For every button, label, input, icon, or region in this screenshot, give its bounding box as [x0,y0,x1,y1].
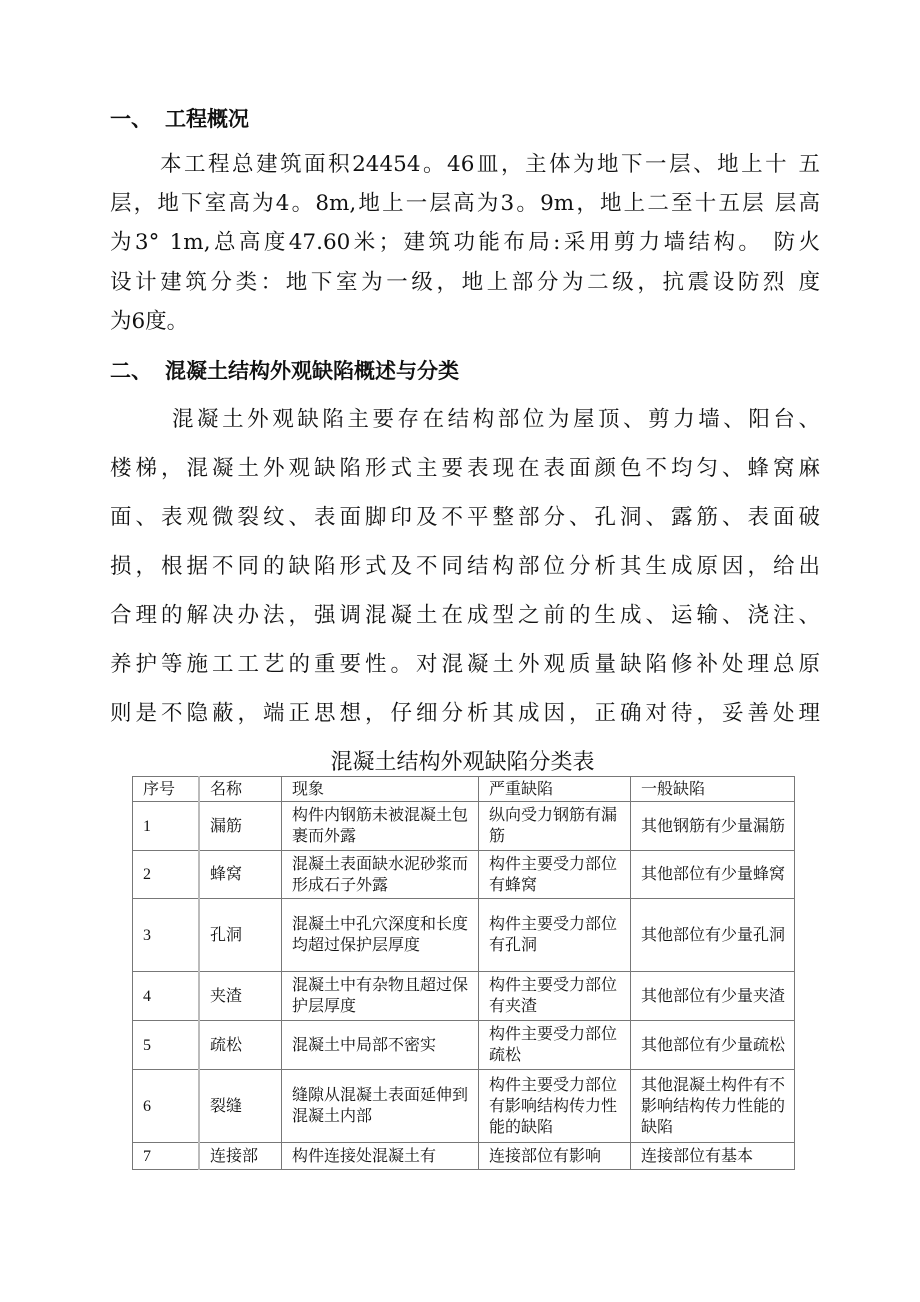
cell-phenomenon: 构件内钢筋未被混凝土包裹而外露 [282,802,479,851]
cell-name: 连接部 [199,1143,282,1170]
cell-phenomenon: 缝隙从混凝土表面延伸到混凝土内部 [282,1070,479,1143]
table-row [133,1143,795,1170]
cell-index: 2 [133,851,200,899]
header-cell: 严重缺陷 [479,777,631,802]
section2-title: 混凝土结构外观缺陷概述与分类 [165,359,459,383]
cell-phenomenon: 混凝土中孔穴深度和长度均超过保护层厚度 [282,899,479,972]
cell-index: 6 [133,1070,200,1143]
cell-phenomenon: 混凝土中有杂物且超过保护层厚度 [282,972,479,1021]
section2-number: 二、 [110,359,152,383]
section2-line: 面、表观微裂纹、表面脚印及不平整部分、孔洞、露筋、表面破 [110,505,820,530]
cell-phenomenon: 构件连接处混凝土有 [282,1143,479,1170]
header-cell: 现象 [282,777,479,802]
cell-name: 裂缝 [199,1070,282,1143]
section1-line: 为6度。 [110,309,189,334]
section2-heading [110,355,459,385]
table-row [133,899,795,972]
table-row [133,972,795,1021]
section1-heading [110,103,249,133]
cell-general: 其他部位有少量蜂窝 [631,851,795,899]
cell-name: 夹渣 [199,972,282,1021]
section1-title: 工程概况 [165,107,249,131]
cell-index: 5 [133,1021,200,1070]
section1-line: 设计建筑分类：地下室为一级，地上部分为二级，抗震设防烈 度 [110,270,820,295]
table-row [133,1021,795,1070]
table-caption: 混凝土结构外观缺陷分类表 [330,750,595,775]
section2-line: 混凝土外观缺陷主要存在结构部位为屋顶、剪力墙、阳台、 [172,407,820,432]
cell-general: 连接部位有基本 [631,1143,795,1170]
section2-line: 楼梯，混凝土外观缺陷形式主要表现在表面颜色不均匀、蜂窝麻 [110,456,820,481]
header-cell: 序号 [133,777,200,802]
cell-general: 其他部位有少量夹渣 [631,972,795,1021]
section1-line: 为3° 1m,总高度47.60米；建筑功能布局:采用剪力墙结构。 防火 [110,230,820,255]
section1-line: 本工程总建筑面积24454。46皿，主体为地下一层、地上十 五 [160,152,820,177]
cell-index: 7 [133,1143,200,1170]
table-row [133,851,795,899]
cell-phenomenon: 混凝土中局部不密实 [282,1021,479,1070]
cell-index: 3 [133,899,200,972]
section1-number: 一、 [110,107,152,131]
cell-severe: 纵向受力钢筋有漏筋 [479,802,631,851]
cell-severe: 构件主要受力部位有影响结构传力性能的缺陷 [479,1070,631,1143]
cell-severe: 构件主要受力部位疏松 [479,1021,631,1070]
cell-severe: 构件主要受力部位有蜂窝 [479,851,631,899]
cell-name: 漏筋 [199,802,282,851]
cell-general: 其他部位有少量孔洞 [631,899,795,972]
cell-general: 其他混凝土构件有不影响结构传力性能的缺陷 [631,1070,795,1143]
cell-name: 蜂窝 [199,851,282,899]
section2-line: 合理的解决办法，强调混凝土在成型之前的生成、运输、浇注、 [110,603,820,628]
cell-index: 4 [133,972,200,1021]
cell-general: 其他部位有少量疏松 [631,1021,795,1070]
cell-phenomenon: 混凝土表面缺水泥砂浆而形成石子外露 [282,851,479,899]
table-row [133,802,795,851]
cell-name: 孔洞 [199,899,282,972]
cell-severe: 构件主要受力部位有孔洞 [479,899,631,972]
section2-line: 养护等施工工艺的重要性。对混凝土外观质量缺陷修补处理总原 [110,652,820,677]
cell-severe: 构件主要受力部位有夹渣 [479,972,631,1021]
cell-index: 1 [133,802,200,851]
table-row [133,1070,795,1143]
cell-general: 其他钢筋有少量漏筋 [631,802,795,851]
section2-line: 则是不隐蔽，端正思想，仔细分析其成因，正确对待，妥善处理 [110,701,820,726]
header-cell: 名称 [199,777,282,802]
section2-line: 损，根据不同的缺陷形式及不同结构部位分析其生成原因，给出 [110,554,820,579]
cell-name: 疏松 [199,1021,282,1070]
header-cell: 一般缺陷 [631,777,795,802]
cell-severe: 连接部位有影响 [479,1143,631,1170]
section1-line: 层，地下室高为4。8m,地上一层高为3。9m，地上二至十五层 层高 [110,191,820,216]
defect-classification-table [132,776,795,1170]
table-header-row [133,777,795,802]
